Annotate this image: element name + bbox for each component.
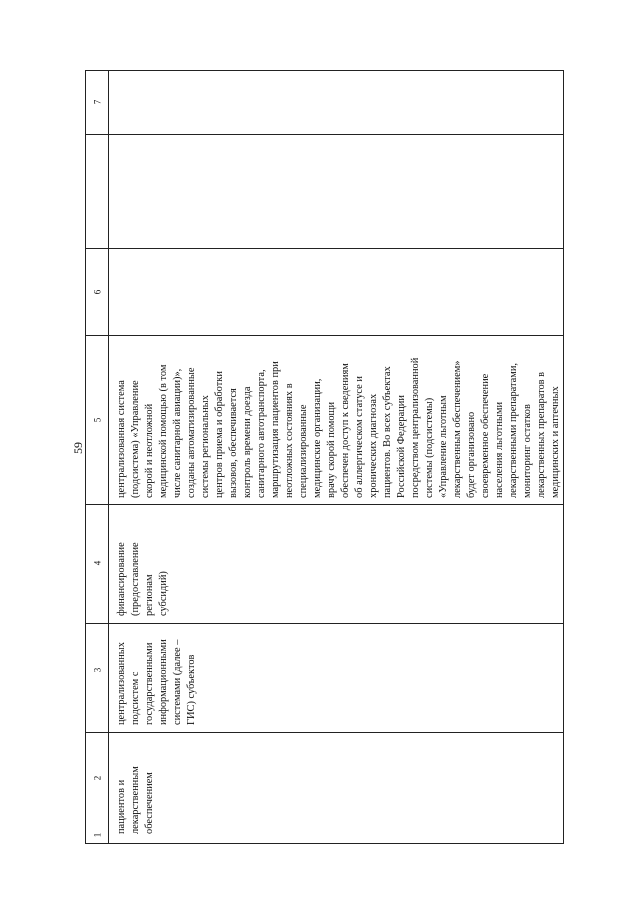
column-number-4: 4 [92,560,103,566]
column-number-1: 1 [92,832,103,838]
column-separator [86,504,563,505]
page-number: 59 [71,442,85,454]
column-separator [86,732,563,733]
column-separator [86,335,563,336]
column-number-3: 3 [92,667,103,673]
column-number-header [86,71,109,843]
cell-col4: финансирование (предоставление регионам субсидий) [116,542,169,616]
column-number-6: 6 [92,289,103,295]
column-number-2: 2 [92,775,103,781]
column-number-7: 7 [92,99,103,105]
cell-col3: централизованных подсистем с государственными информационными системами (далее – ГИС) субъектов [116,639,197,725]
table [85,70,564,844]
column-number-5: 5 [92,417,103,423]
column-separator [86,248,563,249]
cell-col5: централизованная система (подсистема) «Управление скорой и неотложной медицинской помощью (в том числе санитарной авиации)», созданы автоматизированные системы региональных центров приема и обработки вызовов, обеспечивается контроль времени доезда санитарного автотранспорта, маршрутизация пациентов при неотложных состояниях в специализированные медицинские организации, врачу скорой помощи обеспечен доступ к сведениям об аллергическом статусе и хронических диагнозах пациентов. Во всех субъектах Российской Федерации посредством централизованной системы (подсистемы) «Управление льготным лекарственным обеспечением» будет организовано своевременное обеспечение населения льготными лекарственными препаратами, мониторинг остатков лекарственных препаратов в медицинских и аптечных [116,357,561,498]
cell-col2: пациентов и лекарственным обеспечением [116,766,155,834]
column-separator [86,134,563,135]
